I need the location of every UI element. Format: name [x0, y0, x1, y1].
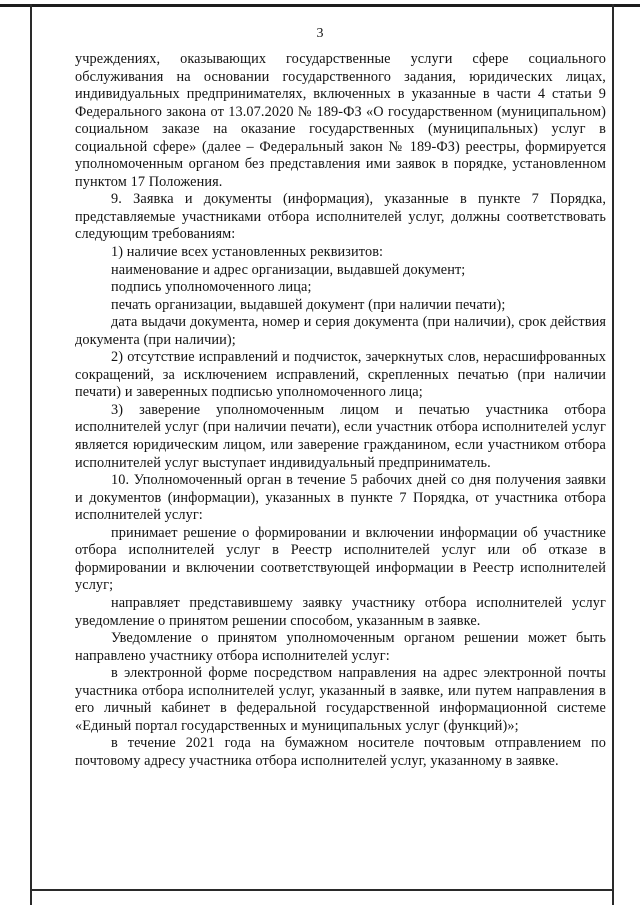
paragraph-subitem-1: 1) наличие всех установленных реквизитов: — [111, 244, 384, 261]
document-body — [75, 51, 606, 770]
paragraph: печать организации, выдавшей документ (при наличии печати); — [111, 296, 506, 313]
paragraph-continuation: учреждениях, оказывающих государственные услуги сфере социального обслуживания на основании государственного задания, юридических лицах, индивидуальных предпринимателях, включенных в указанные в части 4 статьи 9 Федерального закона от 13.07.2020 № 189-ФЗ «О государственном (муниципальном) социальном заказе на оказание государственных (муниципальных) услуг в социальной сфере» (далее – Федеральный закон № 189-ФЗ) реестры, формируется уполномоченным органом без представления ими заявок в порядке, установленном пунктом 17 Положения. — [75, 51, 606, 190]
paragraph: направляет представившему заявку участнику отбора исполнителей услуг уведомление о принятом решении способом, указанным в заявке. — [75, 594, 606, 629]
paragraph: в электронной форме посредством направления на адрес электронной почты участника отбора исполнителей услуг, указанный в заявке, или путем направления в его личный кабинет в федеральной государственной информационной системе «Единый портал государственных и муниципальных услуг (функций)»; — [75, 665, 606, 734]
page-frame-right-line — [612, 4, 614, 905]
paragraph: дата выдачи документа, номер и серия документа (при наличии), срок действия документа (при наличии); — [75, 314, 606, 348]
paragraph: Уведомление о принятом уполномоченным органом решении может быть направлено участнику отбора исполнителей услуг: — [75, 630, 606, 664]
page-number: 3 — [316, 26, 324, 41]
page-frame-bottom-line — [32, 889, 612, 891]
paragraph: подпись уполномоченного лица; — [111, 279, 312, 296]
page-frame-left-line — [30, 4, 32, 905]
paragraph-subitem-3: 3) заверение уполномоченным лицом и печатью участника отбора исполнителей услуг (при наличии печати), если участник отбора исполнителей услуг является юридическим лицом, или заверение гражданином, если участником отбора исполнителей услуг выступает индивидуальный предприниматель. — [75, 401, 606, 471]
paragraph-subitem-2: 2) отсутствие исправлений и подчисток, зачеркнутых слов, нерасшифрованных сокращений, за исключением исправлений, скрепленных печатью (при наличии печати) и заверенных подписью уполномоченного лица; — [75, 349, 606, 401]
paragraph: наименование и адрес организации, выдавшей документ; — [111, 261, 466, 278]
page-frame-top-line — [0, 4, 640, 7]
paragraph-item-9: 9. Заявка и документы (информация), указанные в пункте 7 Порядка, представляемые участниками отбора исполнителей услуг, должны соответствовать следующим требованиям: — [75, 191, 606, 243]
paragraph-item-10: 10. Уполномоченный орган в течение 5 рабочих дней со дня получения заявки и документов (информации), указанных в пункте 7 Порядка, от участника отбора исполнителей услуг: — [75, 472, 606, 524]
paragraph: принимает решение о формировании и включении информации об участнике отбора исполнителей услуг в Реестр исполнителей услуг или об отказе в формировании и включении соответствующей информации в Реестр исполнителей услуг; — [75, 524, 606, 594]
paragraph: в течение 2021 года на бумажном носителе почтовым отправлением по почтовому адресу участника отбора исполнителей услуг, указанному в заявке. — [75, 735, 606, 769]
